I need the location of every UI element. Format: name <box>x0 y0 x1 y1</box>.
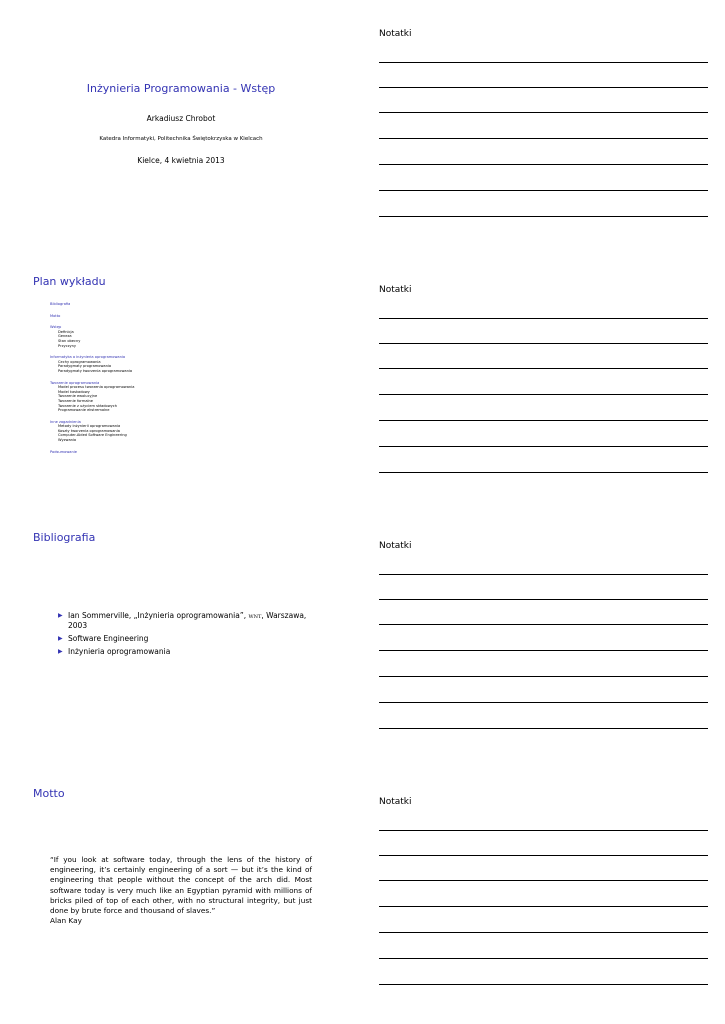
notes-line <box>379 932 708 933</box>
notes-line <box>379 318 708 319</box>
notes-line <box>379 958 708 959</box>
outline-subsection[interactable]: Przyczyny <box>58 343 76 348</box>
outline-gap <box>50 318 134 325</box>
outline-subsection[interactable]: Paradygmaty programowania <box>58 364 112 369</box>
frame-title-bibliography: Bibliografia <box>33 531 96 544</box>
notes-line <box>379 112 708 113</box>
notes-line <box>379 984 708 985</box>
outline-subsection[interactable]: Cechy oprogramowania <box>58 359 101 364</box>
outline-gap <box>50 413 134 420</box>
notes-line <box>379 906 708 907</box>
notes-line <box>379 216 708 217</box>
notes-line <box>379 676 708 677</box>
outline-subsection[interactable]: Tworzenie z użyciem składowych <box>58 403 118 408</box>
bibliography-list <box>58 611 308 660</box>
slide-title <box>0 0 360 256</box>
triangle-bullet-icon: ▶ <box>58 612 63 619</box>
notes-line <box>379 880 708 881</box>
notes-line <box>379 343 708 344</box>
outline-subsection[interactable]: Computer-Aided Software Engineering <box>58 433 127 438</box>
frame-title-plan: Plan wykładu <box>33 275 106 288</box>
notes-panel-1 <box>379 0 709 256</box>
notes-line <box>379 190 708 191</box>
outline-subsection[interactable]: Tworzenie formalne <box>58 398 94 403</box>
outline-subsection[interactable]: Metody inżynierii oprogramowania <box>58 424 121 429</box>
notes-line <box>379 574 708 575</box>
motto-quote <box>50 855 312 926</box>
notes-panel-4 <box>379 768 709 1024</box>
notes-line <box>379 394 708 395</box>
author-name: Arkadiusz Chrobot <box>146 114 216 123</box>
notes-line <box>379 164 708 165</box>
notes-label: Notatki <box>379 541 412 551</box>
outline-section[interactable]: Informatyka a inżynieria oprogramowania <box>50 355 126 360</box>
notes-line <box>379 446 708 447</box>
outline-subsection[interactable]: Programowanie ekstremalne <box>58 408 110 413</box>
notes-line <box>379 62 708 63</box>
triangle-bullet-icon: ▶ <box>58 648 63 655</box>
notes-line <box>379 138 708 139</box>
bib-text: Ian Sommerville, „Inżynieria oprogramowania”, <box>68 611 249 620</box>
outline-section[interactable]: Tworzenie oprogramowania <box>50 380 100 385</box>
outline-subsection[interactable]: Model procesu tworzenia oprogramowania <box>58 385 135 390</box>
notes-line <box>379 650 708 651</box>
outline-section[interactable]: Bibliografia <box>50 302 71 306</box>
outline-gap <box>50 374 134 381</box>
list-item <box>58 647 308 657</box>
notes-panel-3 <box>379 512 709 768</box>
frame-title-motto: Motto <box>33 787 65 800</box>
quote-text: “If you look at software today, through the lens of the history of engineering, it’s certainly engineering of a sort — but it’s the kind of engineering that people without the concept of the arch did. Most software today is very much like an Egyptian pyramid with millions of bricks piled of top of each other, with no structural integrity, but just done by brute force and thousand of slaves.” <box>50 855 312 916</box>
notes-line <box>379 599 708 600</box>
bib-text: , Warszawa, 2003 <box>68 611 307 630</box>
triangle-bullet-icon: ▶ <box>58 635 63 642</box>
presentation-title: Inżynieria Programowania - Wstęp <box>86 82 276 95</box>
institute-name: Katedra Informatyki, Politechnika Świętokrzyska w Kielcach <box>99 136 263 142</box>
outline-list <box>50 302 134 454</box>
outline-subsection[interactable]: Model kaskadowy <box>58 389 90 394</box>
outline-subsection[interactable]: Definicja <box>58 329 74 334</box>
bib-text: Software Engineering <box>68 634 149 643</box>
notes-line <box>379 624 708 625</box>
list-item <box>58 634 308 644</box>
outline-subsection[interactable]: Paradygmaty tworzenia oprogramowania <box>58 368 133 373</box>
notes-line <box>379 830 708 831</box>
outline-section[interactable]: Inne zagadnienia <box>50 419 81 424</box>
bib-text: Inżynieria oprogramowania <box>68 647 171 656</box>
publisher-abbrev: wnt <box>248 612 262 620</box>
outline-gap <box>50 348 134 355</box>
presentation-date: Kielce, 4 kwietnia 2013 <box>137 156 225 165</box>
notes-line <box>379 87 708 88</box>
notes-line <box>379 420 708 421</box>
notes-line <box>379 855 708 856</box>
outline-subsection[interactable]: Koszty tworzenia oprogramowania <box>58 428 120 433</box>
outline-subsection[interactable]: Geneza <box>58 334 72 339</box>
outline-subsection[interactable]: Stan obecny <box>58 338 81 343</box>
notes-label: Notatki <box>379 797 412 807</box>
outline-section[interactable]: Wstęp <box>50 325 62 330</box>
notes-panel-2 <box>379 256 709 512</box>
list-item <box>58 611 308 631</box>
outline-subsection[interactable]: Tworzenie ewolucyjne <box>58 394 98 399</box>
outline-gap <box>50 443 134 450</box>
outline-gap <box>50 307 134 314</box>
notes-label: Notatki <box>379 285 412 295</box>
notes-line <box>379 728 708 729</box>
quote-author: Alan Kay <box>50 916 82 926</box>
outline-section[interactable]: Motto <box>50 313 61 318</box>
notes-line <box>379 368 708 369</box>
outline-subsection[interactable]: Wyzwania <box>58 438 77 443</box>
notes-label: Notatki <box>379 29 412 39</box>
outline-section[interactable]: Podsumowanie <box>50 449 77 454</box>
notes-line <box>379 702 708 703</box>
notes-line <box>379 472 708 473</box>
